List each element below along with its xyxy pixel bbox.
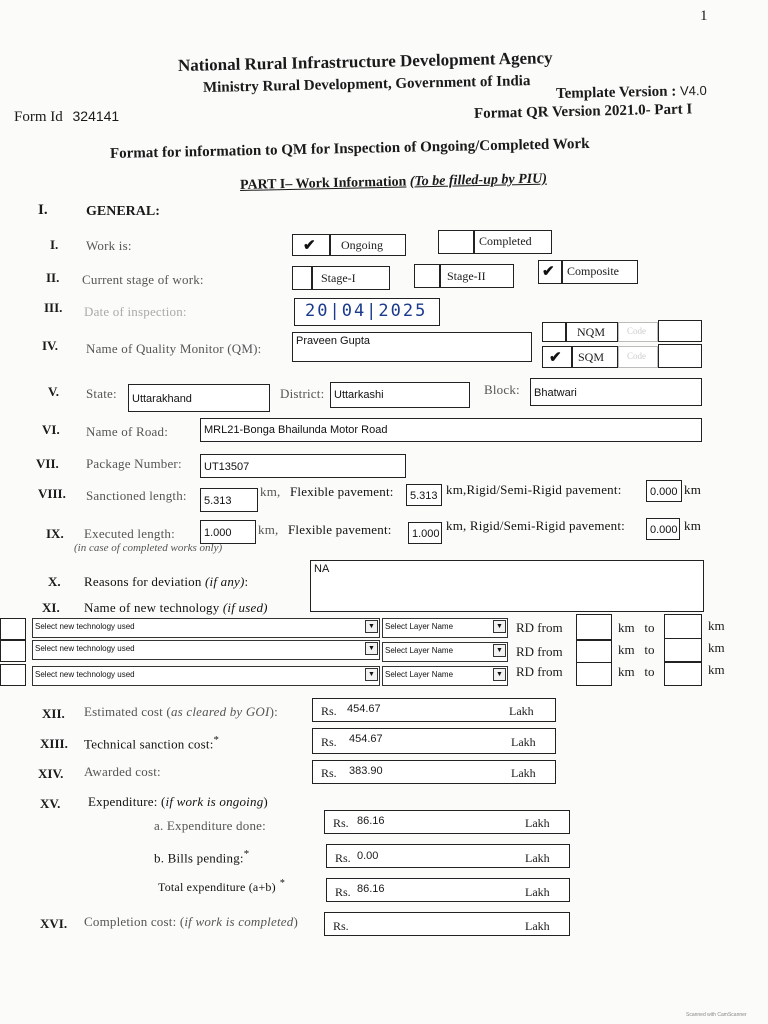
total-expenditure-rs: Rs. [335,885,351,899]
template-version-value: V4.0 [679,82,707,99]
total-expenditure-unit: Lakh [525,885,550,899]
km-to-label: km to [618,664,655,679]
state-label: State: [86,386,117,401]
technical-unit: Lakh [511,735,536,749]
km-to-label: km to [618,620,655,635]
estimated-rs: Rs. [321,704,337,718]
stage1-checkbox[interactable] [292,266,312,290]
completion-label-text: Completion cost: ( [84,914,185,929]
deviation-label-end: : [244,574,249,589]
sanctioned-unit: km, [260,484,281,499]
road-label: Name of Road: [86,424,169,439]
expenditure-label-end: ) [263,794,268,809]
deviation-numeral: X. [48,574,61,589]
state-field[interactable]: Uttarakhand [128,384,270,412]
stage2-checkbox[interactable] [414,264,440,288]
rd-to-field[interactable] [664,614,702,640]
stage2-label: Stage-II [447,269,486,283]
technical-label [84,734,219,752]
part-title [240,172,547,194]
tech-select[interactable] [32,640,380,660]
qm-label: Name of Quality Monitor (QM): [86,341,262,356]
block-label: Block: [484,382,520,397]
deviation-label-text: Reasons for deviation [84,574,202,589]
stage1-option[interactable] [312,266,390,290]
nqm-code-value[interactable] [658,320,702,342]
rd-to-field[interactable] [664,662,702,686]
estimated-label-end: ): [269,704,278,719]
dropdown-arrow-icon[interactable]: ▼ [365,668,378,681]
work-is-label: Work is: [86,238,132,253]
technology-label [84,600,268,616]
stage-label: Current stage of work: [82,272,204,287]
expenditure-label-em: if work is ongoing [165,794,264,809]
district-label: District: [280,386,325,401]
composite-label: Composite [567,264,620,278]
technical-cost-field[interactable] [312,728,556,754]
deviation-label-em: (if any) [205,574,245,589]
executed-note: (in case of completed works only) [74,542,223,554]
tech-select-value: Select new technology used [35,644,135,653]
sqm-code-field[interactable] [618,346,658,368]
qm-name-field[interactable]: Praveen Gupta [292,332,532,362]
estimated-unit: Lakh [509,704,534,718]
agency-title: National Rural Infrastructure Development Agency [177,48,553,75]
estimated-label [84,704,278,720]
completion-rs: Rs. [333,919,349,933]
template-version-label: Template Version : [555,83,677,102]
stage2-option[interactable] [440,264,514,288]
rd-from-label: RD from [516,664,563,679]
part-title-note: (To be filled-up by PIU) [409,171,548,190]
package-field[interactable]: UT13507 [200,454,406,478]
sanctioned-length-field[interactable]: 5.313 [200,488,258,512]
estimated-cost-field[interactable] [312,698,556,722]
bills-pending-unit: Lakh [525,851,550,865]
template-version [556,83,707,103]
km-label: km [708,640,725,655]
completion-label [84,914,298,930]
work-is-numeral: I. [50,237,59,252]
technical-star: * [213,734,220,746]
ongoing-option[interactable] [330,234,406,256]
total-expenditure-star: * [279,878,286,889]
bills-pending-label-text: b. Bills pending: [154,850,244,866]
location-numeral: V. [48,384,59,399]
layer-select-value: Select Layer Name [385,646,454,655]
sanctioned-end-unit: km [684,482,702,497]
km-label: km [708,618,725,633]
rd-from-label: RD from [516,620,563,635]
tech-select[interactable] [32,666,380,686]
bills-pending-field[interactable] [326,844,570,868]
part-title-main: PART I– Work Information [239,174,407,193]
dropdown-arrow-icon[interactable]: ▼ [493,644,506,657]
tech-select[interactable] [32,618,380,638]
total-expenditure-value: 86.16 [357,883,385,895]
sanctioned-rigid-label: km,Rigid/Semi-Rigid pavement: [446,482,622,497]
form-id-label: Form Id [14,109,63,125]
nqm-code-field[interactable] [618,322,658,342]
awarded-numeral: XIV. [38,766,64,781]
tech-select-value: Select new technology used [35,670,135,679]
technical-label-text: Technical sanction cost: [84,736,214,752]
completion-numeral: XVI. [40,916,68,931]
technical-value: 454.67 [349,733,383,745]
km-label: km [708,662,725,677]
layer-select-value: Select Layer Name [385,670,454,679]
layer-select-value: Select Layer Name [385,622,454,631]
rd-from-label: RD from [516,644,563,659]
executed-rigid-field[interactable]: 0.000 [646,518,680,540]
completion-cost-field[interactable] [324,912,570,936]
dropdown-arrow-icon[interactable]: ▼ [365,620,378,633]
technology-label-em: (if used) [222,600,268,615]
layer-select[interactable] [382,618,508,638]
total-expenditure-field[interactable] [326,878,570,902]
bills-pending-rs: Rs. [335,851,351,865]
executed-numeral: IX. [46,526,64,541]
stage1-label: Stage-I [321,271,356,285]
checkmark-icon: ✔ [303,238,316,254]
format-qr-version: Format QR Version 2021.0- Part I [473,101,693,122]
technical-rs: Rs. [321,735,337,749]
expenditure-done-rs: Rs. [333,816,349,830]
ministry-subtitle: Ministry Rural Development, Government of India [202,73,531,96]
general-numeral: I. [38,202,48,218]
completed-checkbox[interactable] [438,230,474,254]
executed-rigid-label: km, Rigid/Semi-Rigid pavement: [446,518,625,533]
page-number: 1 [700,8,708,24]
sanctioned-flex-label: Flexible pavement: [290,484,394,499]
technical-numeral: XIII. [40,736,68,751]
ongoing-label: Ongoing [341,238,383,252]
sqm-code-value[interactable] [658,344,702,368]
sqm-label: SQM [578,350,605,364]
estimated-value: 454.67 [347,703,381,715]
bills-pending-star: * [243,848,250,860]
total-expenditure-label [158,878,285,895]
executed-flex-label: Flexible pavement: [288,522,392,537]
estimated-label-em: as cleared by GOI [170,704,270,719]
expenditure-done-label: a. Expenditure done: [154,818,266,833]
completion-unit: Lakh [525,919,550,933]
sqm-option[interactable] [572,346,618,368]
qm-numeral: IV. [42,338,59,353]
sanctioned-numeral: VIII. [38,486,66,501]
executed-unit: km, [258,522,279,537]
estimated-label-text: Estimated cost ( [84,704,171,719]
tech-row-checkbox[interactable] [0,664,26,686]
date-numeral: III. [44,300,63,315]
sanctioned-flex-field[interactable]: 5.313 [406,484,442,506]
package-label: Package Number: [86,456,182,471]
total-expenditure-label-text: Total expenditure (a+b) [158,880,276,894]
nqm-label: NQM [577,325,606,339]
sqm-code-label: Code [627,351,646,361]
scanner-watermark: Scanned with CamScanner [686,1012,747,1018]
tech-row-checkbox[interactable] [0,640,26,662]
completion-label-end: ) [293,914,298,929]
nqm-code-label: Code [627,326,646,336]
form-id-value: 324141 [72,108,120,124]
completion-label-em: if work is completed [184,914,294,929]
district-field[interactable]: Uttarkashi [330,382,470,408]
sanctioned-label: Sanctioned length: [86,488,187,503]
deviation-label [84,574,248,590]
awarded-rs: Rs. [321,766,337,780]
technology-numeral: XI. [42,600,60,615]
date-value: 20|04|2025 [305,301,428,321]
estimated-numeral: XII. [42,706,65,721]
completed-label: Completed [479,234,532,248]
composite-checkbox[interactable] [538,260,562,284]
dropdown-arrow-icon[interactable]: ▼ [493,620,506,633]
checkmark-icon: ✔ [549,350,562,366]
bills-pending-label [154,848,249,866]
deviation-field[interactable]: NA [310,560,704,612]
rd-from-field[interactable] [576,614,612,640]
awarded-cost-field[interactable] [312,760,556,784]
dropdown-arrow-icon[interactable]: ▼ [365,642,378,655]
km-to-label: km to [618,642,655,657]
rd-from-field[interactable] [576,662,612,686]
nqm-option[interactable] [566,322,618,342]
format-title: Format for information to QM for Inspection of Ongoing/Completed Work [109,135,590,162]
date-field[interactable] [294,298,440,326]
checkmark-icon: ✔ [542,264,555,280]
ongoing-checkbox[interactable] [292,234,330,256]
dropdown-arrow-icon[interactable]: ▼ [493,668,506,681]
completed-option[interactable] [474,230,552,254]
general-heading: GENERAL: [86,204,160,219]
expenditure-label [88,794,268,810]
rd-from-field[interactable] [576,640,612,664]
bills-pending-value: 0.00 [357,850,379,862]
date-label: Date of inspection: [84,304,187,319]
nqm-checkbox[interactable] [542,322,566,342]
road-numeral: VI. [42,422,60,437]
executed-length-field[interactable]: 1.000 [200,520,256,544]
form-id [14,108,119,126]
executed-flex-field[interactable]: 1.000 [408,522,442,544]
road-field[interactable]: MRL21-Bonga Bhailunda Motor Road [200,418,702,442]
expenditure-numeral: XV. [40,796,61,811]
sanctioned-rigid-field[interactable]: 0.000 [646,480,682,502]
tech-select-value: Select new technology used [35,622,135,631]
awarded-unit: Lakh [511,766,536,780]
technology-label-text: Name of new technology [84,600,220,615]
awarded-value: 383.90 [349,765,383,777]
expenditure-label-text: Expenditure: ( [88,794,166,809]
expenditure-done-unit: Lakh [525,816,550,830]
layer-select[interactable] [382,642,508,662]
package-numeral: VII. [36,456,59,471]
block-field[interactable]: Bhatwari [530,378,702,406]
awarded-label: Awarded cost: [84,764,161,779]
executed-label: Executed length: [84,526,175,541]
composite-option[interactable] [562,260,638,284]
stage-numeral: II. [46,270,60,285]
tech-row-checkbox[interactable] [0,618,26,640]
sqm-checkbox[interactable] [542,346,572,368]
layer-select[interactable] [382,666,508,686]
rd-to-field[interactable] [664,638,702,662]
expenditure-done-value: 86.16 [357,815,385,827]
expenditure-done-field[interactable] [324,810,570,834]
executed-end-unit: km [684,518,702,533]
